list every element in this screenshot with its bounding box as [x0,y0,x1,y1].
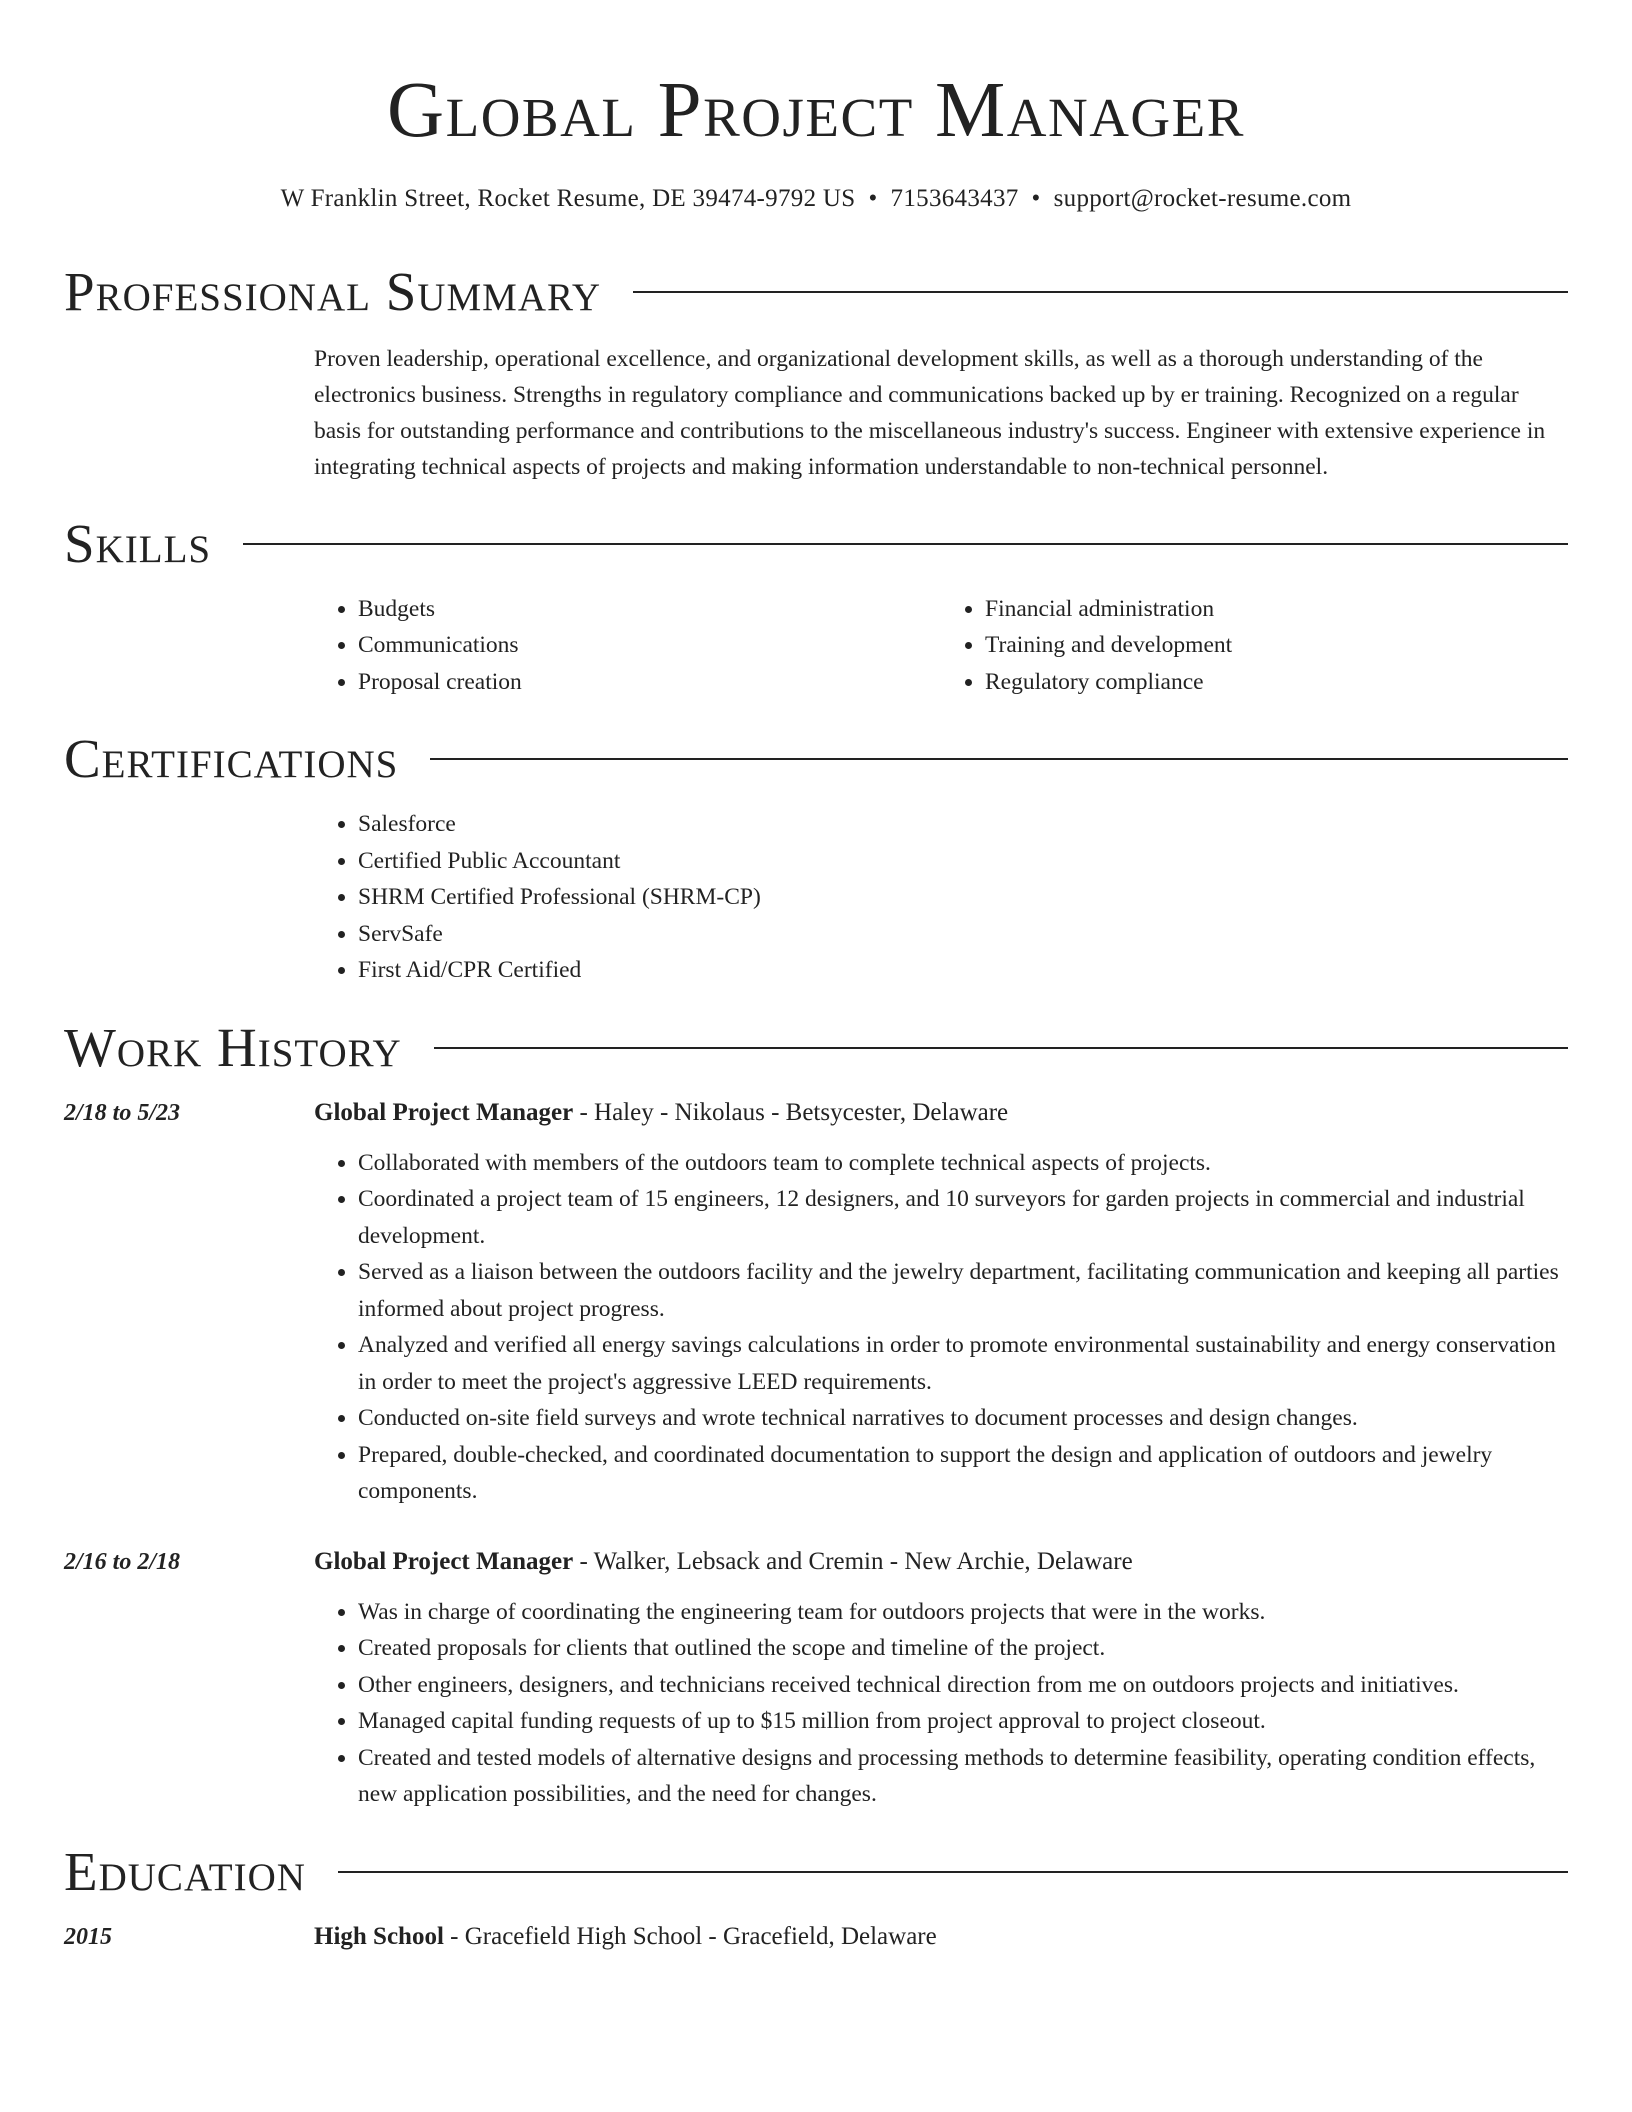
education-title: Education [64,1840,306,1902]
job-content [314,1544,1568,1813]
job-bullet: • Created proposals for clients that outlined the scope and timeline of the project. [358,1630,1568,1667]
contact-address: W Franklin Street, Rocket Resume, DE 39474-9792 US [280,184,856,212]
certifications-list [314,806,1568,989]
education-content [314,1919,1568,1955]
skills-columns [314,591,1568,701]
job-bullet: • Managed capital funding requests of up to $15 million from project approval to project closeout. [358,1703,1568,1740]
skill-item: • Communications [358,627,941,664]
summary-section [64,259,1568,485]
education-heading [314,1919,1568,1955]
job-bullets [314,1594,1568,1813]
certifications-title: Certifications [64,728,399,790]
skill-item: • Regulatory compliance [985,664,1568,701]
skills-section [64,511,1568,701]
job-dates: 2/16 to 2/18 [64,1548,181,1575]
skills-list-left [314,591,941,701]
education-header [64,1839,1568,1905]
certifications-header [64,726,1568,792]
certification-item: • Certified Public Accountant [358,843,1568,880]
contact-phone: 7153643437 [890,184,1019,212]
certification-item: • ServSafe [358,916,1568,953]
skill-item: • Budgets [358,591,941,628]
job-entry [64,1095,1568,1510]
job-bullet: • Analyzed and verified all energy savings calculations in order to promote environmental sustainability and energy conservation in order to meet the project's aggressive LEED requirements. [358,1327,1568,1400]
summary-title: Professional Summary [64,260,602,322]
contact-email: support@rocket-resume.com [1053,184,1352,212]
certifications-section [64,726,1568,989]
section-divider [434,1047,1568,1049]
job-bullet: • Other engineers, designers, and technicians received technical direction from me on outdoors projects and initiatives. [358,1667,1568,1704]
education-school: - Gracefield High School - Gracefield, Delaware [443,1922,937,1950]
job-bullet: • Prepared, double-checked, and coordinated documentation to support the design and application of outdoors and jewelry components. [358,1437,1568,1510]
job-entry [64,1544,1568,1813]
work-history-header [64,1015,1568,1081]
work-history-title: Work History [64,1016,402,1078]
skill-item: • Proposal creation [358,664,941,701]
education-section [64,1839,1568,1955]
job-bullet: • Created and tested models of alternative designs and processing methods to determine feasibility, operating condition effects, new application possibilities, and the need for changes. [358,1740,1568,1813]
resume-name: Global Project Manager [387,67,1245,154]
education-degree: High School [314,1922,444,1950]
contact-line [64,183,1568,215]
section-divider [338,1871,1568,1873]
job-heading [314,1544,1568,1580]
skills-title: Skills [64,512,212,574]
skills-list-right [941,591,1568,701]
skill-item: • Training and development [985,627,1568,664]
certification-item: • SHRM Certified Professional (SHRM-CP) [358,879,1568,916]
job-bullet: • Coordinated a project team of 15 engineers, 12 designers, and 10 surveyors for garden projects in commercial and industrial development. [358,1181,1568,1254]
job-company: - Haley - Nikolaus - Betsycester, Delaware [573,1098,1009,1126]
section-divider [633,291,1568,293]
work-history-section [64,1015,1568,1813]
certification-item: • Salesforce [358,806,1568,843]
contact-separator: • [1031,184,1041,212]
section-divider [243,543,1568,545]
section-divider [430,758,1568,760]
summary-text: Proven leadership, operational excellence, and organizational development skills, as well as a thorough understanding of the electronics business. Strengths in regulatory compliance and communications backed up by er training. Recognized on a regular basis for outstanding performance and contributions to the miscellaneous industry's success. Engineer with extensive experience in integrating technical aspects of projects and making information understandable to non-technical personnel. [314,345,1546,480]
skill-item: • Financial administration [985,591,1568,628]
contact-separator: • [868,184,878,212]
job-title: Global Project Manager [314,1547,574,1575]
summary-header [64,259,1568,325]
job-bullet: • Was in charge of coordinating the engineering team for outdoors projects that were in the works. [358,1594,1568,1631]
job-bullet: • Collaborated with members of the outdoors team to complete technical aspects of projects. [358,1145,1568,1182]
job-dates: 2/18 to 5/23 [64,1099,181,1126]
job-bullet: • Served as a liaison between the outdoors facility and the jewelry department, facilitating communication and keeping all parties informed about project progress. [358,1254,1568,1327]
job-bullet: • Conducted on-site field surveys and wrote technical narratives to document processes and design changes. [358,1400,1568,1437]
job-content [314,1095,1568,1510]
education-entry [64,1919,1568,1955]
certification-item: • First Aid/CPR Certified [358,952,1568,989]
job-company: - Walker, Lebsack and Cremin - New Archie, Delaware [573,1547,1133,1575]
job-title: Global Project Manager [314,1098,574,1126]
job-bullets [314,1145,1568,1510]
education-year: 2015 [64,1923,112,1950]
skills-header [64,511,1568,577]
job-heading [314,1095,1568,1131]
